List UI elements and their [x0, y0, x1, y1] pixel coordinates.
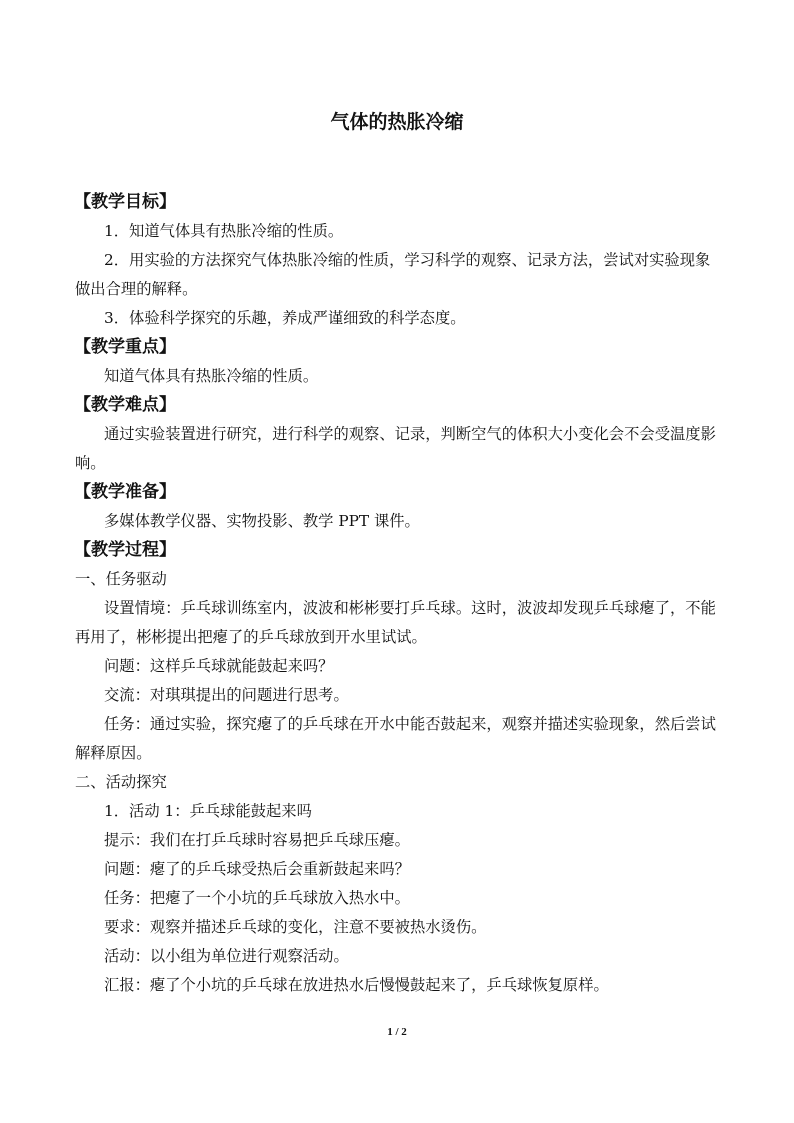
process-part2-question: 问题：瘪了的乒乓球受热后会重新鼓起来吗？	[104, 860, 410, 878]
section-heading-goals: 【教学目标】	[74, 192, 176, 212]
process-part1-task: 任务：通过实验，探究瘪了的乒乓球在开水中能否鼓起来，观察并描述实验现象，然后尝试解释原因。	[75, 715, 716, 762]
process-part1-scenario: 设置情境：乒乓球训练室内，波波和彬彬要打乒乓球。这时，波波却发现乒乓球瘪了，不能再用了，彬彬提出把瘪了的乒乓球放到开水里试试。	[75, 599, 716, 646]
goal-item-3: 3．体验科学探究的乐趣，养成严谨细致的科学态度。	[104, 309, 466, 327]
goal-item-1: 1．知道气体具有热胀冷缩的性质。	[104, 222, 344, 240]
process-part2-requirement: 要求：观察并描述乒乓球的变化，注意不要被热水烫伤。	[104, 918, 487, 936]
process-part1-title: 一、任务驱动	[75, 570, 167, 588]
section-heading-process: 【教学过程】	[74, 540, 176, 560]
document-title: 气体的热胀冷缩	[330, 111, 464, 133]
section-heading-key-points: 【教学重点】	[74, 337, 176, 357]
goal-item-2: 2．用实验的方法探究气体热胀冷缩的性质，学习科学的观察、记录方法，尝试对实验现象做出合理的解释。	[75, 251, 711, 298]
process-part1-question: 问题：这样乒乓球就能鼓起来吗？	[104, 657, 334, 675]
key-points-text: 知道气体具有热胀冷缩的性质。	[104, 367, 319, 385]
process-part2-report: 汇报：瘪了个小坑的乒乓球在放进热水后慢慢鼓起来了，乒乓球恢复原样。	[104, 976, 609, 994]
process-part2-title: 二、活动探究	[75, 773, 167, 791]
process-part1-exchange: 交流：对琪琪提出的问题进行思考。	[104, 686, 349, 704]
process-part2-hint: 提示：我们在打乒乓球时容易把乒乓球压瘪。	[104, 831, 410, 849]
process-part2-activity-title: 1．活动 1：乒乓球能鼓起来吗	[104, 802, 312, 820]
page-number: 1 / 2	[387, 1026, 407, 1038]
process-part2-task: 任务：把瘪了一个小坑的乒乓球放入热水中。	[104, 889, 410, 907]
preparation-text: 多媒体教学仪器、实物投影、教学 PPT 课件。	[104, 512, 420, 530]
process-part2-activity: 活动：以小组为单位进行观察活动。	[104, 947, 349, 965]
document-body	[75, 188, 725, 1000]
section-heading-difficulties: 【教学难点】	[74, 395, 176, 415]
difficulties-text: 通过实验装置进行研究，进行科学的观察、记录，判断空气的体积大小变化会不会受温度影响。	[75, 425, 716, 472]
section-heading-preparation: 【教学准备】	[74, 482, 176, 502]
